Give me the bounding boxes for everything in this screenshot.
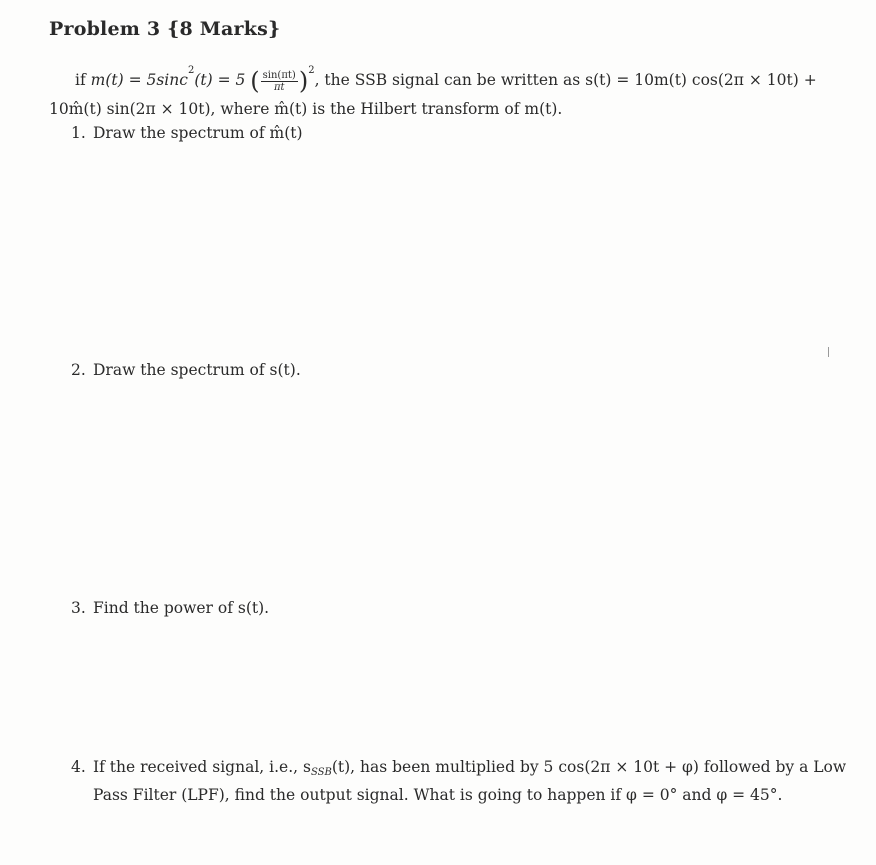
fraction-numerator: sin(πt) (262, 69, 296, 81)
intro-suffix: , the SSB signal can be written as s(t) = 10m(t) cos(2π × 10t) + (314, 71, 817, 89)
equality-middle: (t) = 5 (194, 71, 246, 89)
question-3 (71, 597, 269, 619)
intro-prefix: if (75, 71, 91, 89)
question-number: 1. (71, 124, 86, 142)
question-number: 3. (71, 599, 86, 617)
question-1 (71, 122, 303, 144)
problem-statement (49, 58, 839, 122)
outer-exponent: 2 (308, 65, 315, 76)
problem-title: Problem 3 {8 Marks} (49, 18, 281, 40)
ssb-subscript: SSB (310, 767, 332, 778)
question-4 (71, 756, 846, 806)
m-of-t-expression: m(t) = 5sinc (90, 71, 188, 89)
stray-pen-mark (828, 347, 829, 357)
fraction-denominator: πt (273, 81, 285, 93)
question-text: Draw the spectrum of m̂(t) (93, 124, 303, 142)
question-2 (71, 359, 301, 381)
question-text-b: (t), has been multiplied by 5 cos(2π × 10t + φ) followed by a Low (331, 758, 847, 776)
left-paren: ( (250, 67, 260, 95)
question-number: 2. (71, 361, 86, 379)
sinc-fraction (261, 70, 298, 93)
question-4-line-1 (71, 756, 846, 784)
statement-line-1 (49, 58, 839, 94)
question-text-a: If the received signal, i.e., s (93, 758, 311, 776)
question-text: Find the power of s(t). (93, 599, 270, 617)
question-text: Draw the spectrum of s(t). (93, 361, 301, 379)
question-4-line-2: Pass Filter (LPF), find the output signal. What is going to happen if φ = 0° and φ = 45°. (93, 786, 783, 804)
statement-line-2: 10m̂(t) sin(2π × 10t), where m̂(t) is the Hilbert transform of m(t). (49, 100, 563, 118)
question-number: 4. (71, 758, 86, 776)
sinc-exponent: 2 (187, 65, 195, 76)
right-paren: ) (298, 67, 309, 95)
